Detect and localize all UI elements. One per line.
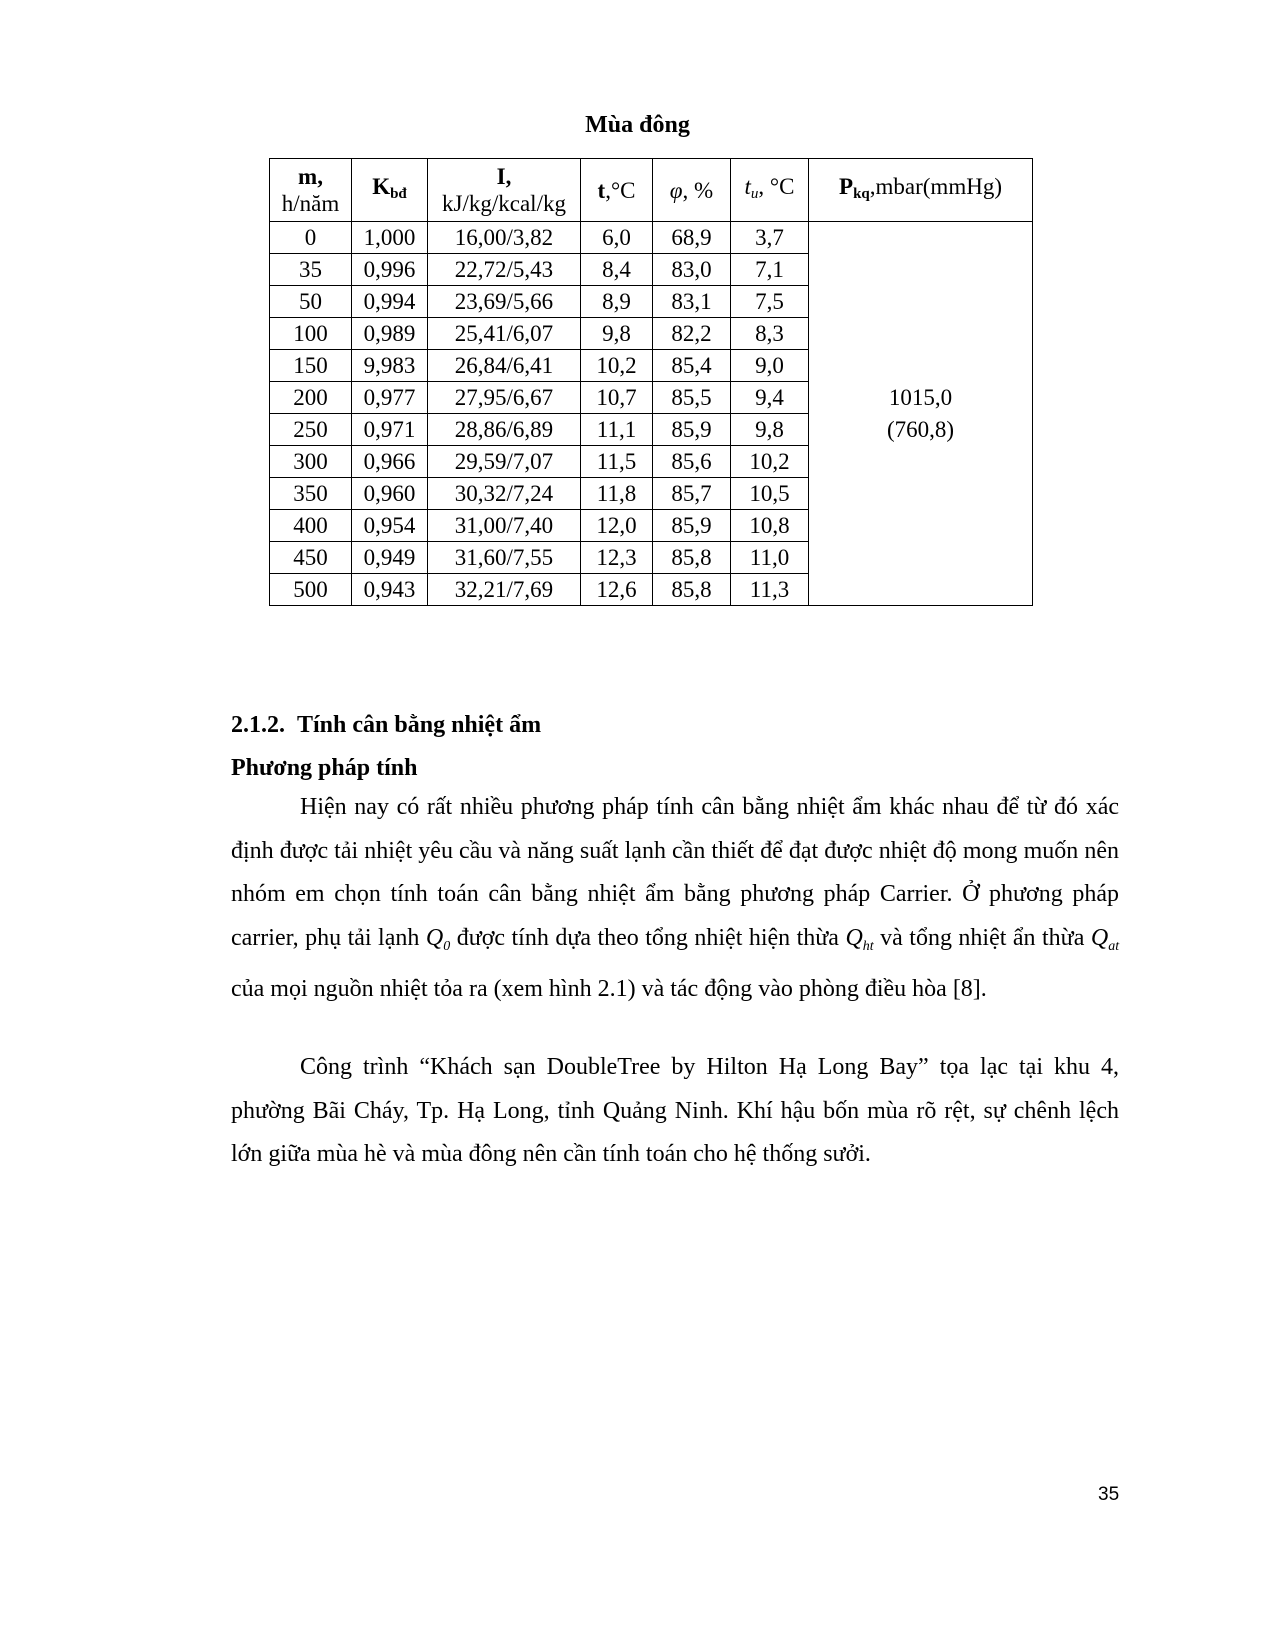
- paragraph-method: Hiện nay có rất nhiều phương pháp tính cân bằng nhiệt ẩm khác nhau để từ đó xác định được tải nhiệt yêu cầu và năng suất lạnh cần thiết để đạt được nhiệt độ mong muốn nên nhóm em chọn tính toán cân bằng nhiệt ẩm bằng phương pháp Carrier. Ở phương pháp carrier, phụ tải lạnh $Q_0$ được tính dựa theo tổng nhiệt hiện thừa $Q_{ht}$ và tổng nhiệt ẩn thừa $Q_{at}$ của mọi nguồn nhiệt tỏa ra (xem hình 2.1) và tác động vào phòng điều hòa [8].: [231, 794, 1120, 1002]
- header-t: t,°C: [581, 159, 653, 222]
- cell-k: 0,989: [352, 318, 428, 350]
- cell-t: 8,9: [581, 286, 653, 318]
- cell-m: 250: [270, 414, 352, 446]
- cell-k: 0,960: [352, 478, 428, 510]
- cell-m: 150: [270, 350, 352, 382]
- cell-k: 0,966: [352, 446, 428, 478]
- header-m: m, h/năm: [270, 159, 352, 222]
- cell-m: 300: [270, 446, 352, 478]
- cell-t: 11,5: [581, 446, 653, 478]
- cell-t: 11,8: [581, 478, 653, 510]
- cell-m: 50: [270, 286, 352, 318]
- cell-m: 500: [270, 574, 352, 606]
- cell-m: 0: [270, 222, 352, 254]
- cell-t: 12,3: [581, 542, 653, 574]
- cell-k: 0,949: [352, 542, 428, 574]
- cell-tu: 10,2: [731, 446, 809, 478]
- cell-phi: 85,9: [653, 414, 731, 446]
- winter-climate-table: [269, 158, 1033, 606]
- cell-phi: 85,8: [653, 574, 731, 606]
- section-number: 2.1.2.: [231, 712, 285, 738]
- table-row: [270, 222, 1033, 254]
- cell-i: 22,72/5,43: [428, 254, 581, 286]
- page-number: 35: [1098, 1484, 1120, 1505]
- cell-tu: 11,0: [731, 542, 809, 574]
- cell-k: 9,983: [352, 350, 428, 382]
- cell-i: 29,59/7,07: [428, 446, 581, 478]
- cell-t: 10,7: [581, 382, 653, 414]
- cell-t: 12,0: [581, 510, 653, 542]
- qat-symbol: $Q_{at}$: [1090, 924, 1120, 954]
- cell-phi: 85,6: [653, 446, 731, 478]
- cell-phi: 83,0: [653, 254, 731, 286]
- cell-k: 0,943: [352, 574, 428, 606]
- header-k: $K_{bđ}$: [352, 159, 428, 222]
- cell-k: 0,954: [352, 510, 428, 542]
- cell-tu: 9,0: [731, 350, 809, 382]
- table-caption: Mùa đông: [585, 112, 690, 138]
- section-heading: [231, 712, 541, 739]
- cell-m: 100: [270, 318, 352, 350]
- cell-phi: 85,8: [653, 542, 731, 574]
- pressure-mmhg: (760,8): [886, 416, 955, 442]
- subheading: Phương pháp tính: [231, 755, 418, 781]
- cell-tu: 7,5: [731, 286, 809, 318]
- cell-tu: 7,1: [731, 254, 809, 286]
- cell-tu: 9,4: [731, 382, 809, 414]
- cell-k: 0,971: [352, 414, 428, 446]
- cell-m: 350: [270, 478, 352, 510]
- table-header-row: [270, 159, 1033, 222]
- qht-symbol: $Q_{ht}$: [845, 924, 874, 954]
- cell-pressure: [809, 222, 1033, 606]
- cell-m: 400: [270, 510, 352, 542]
- paragraph-project: Công trình “Khách sạn DoubleTree by Hilton Hạ Long Bay” tọa lạc tại khu 4, phường Bãi Cháy, Tp. Hạ Long, tỉnh Quảng Ninh. Khí hậu bốn mùa rõ rệt, sự chênh lệch lớn giữa mùa hè và mùa đông nên cần tính toán cho hệ thống sưởi.: [231, 1054, 1119, 1167]
- cell-phi: 82,2: [653, 318, 731, 350]
- cell-m: 450: [270, 542, 352, 574]
- cell-i: 25,41/6,07: [428, 318, 581, 350]
- cell-t: 10,2: [581, 350, 653, 382]
- cell-phi: 85,7: [653, 478, 731, 510]
- cell-t: 12,6: [581, 574, 653, 606]
- cell-phi: 85,5: [653, 382, 731, 414]
- cell-phi: 83,1: [653, 286, 731, 318]
- cell-k: 0,977: [352, 382, 428, 414]
- cell-t: 9,8: [581, 318, 653, 350]
- cell-k: 0,996: [352, 254, 428, 286]
- cell-k: 1,000: [352, 222, 428, 254]
- cell-k: 0,994: [352, 286, 428, 318]
- cell-t: 8,4: [581, 254, 653, 286]
- cell-i: 32,21/7,69: [428, 574, 581, 606]
- section-title: Tính cân bằng nhiệt ẩm: [297, 712, 542, 738]
- cell-phi: 68,9: [653, 222, 731, 254]
- cell-i: 28,86/6,89: [428, 414, 581, 446]
- cell-phi: 85,4: [653, 350, 731, 382]
- cell-m: 35: [270, 254, 352, 286]
- header-p: $P_{kq},mbar(mmHg)$: [809, 159, 1033, 222]
- q0-symbol: $Q_0$: [425, 924, 451, 954]
- cell-i: 16,00/3,82: [428, 222, 581, 254]
- cell-i: 31,00/7,40: [428, 510, 581, 542]
- cell-t: 11,1: [581, 414, 653, 446]
- cell-tu: 8,3: [731, 318, 809, 350]
- header-phi: φ, %: [653, 159, 731, 222]
- header-i: I, kJ/kg/kcal/kg: [428, 159, 581, 222]
- cell-i: 23,69/5,66: [428, 286, 581, 318]
- cell-i: 31,60/7,55: [428, 542, 581, 574]
- cell-tu: 10,5: [731, 478, 809, 510]
- cell-tu: 9,8: [731, 414, 809, 446]
- table-body: [270, 222, 1033, 606]
- cell-i: 27,95/6,67: [428, 382, 581, 414]
- pressure-mbar: 1015,0: [888, 384, 953, 410]
- cell-i: 26,84/6,41: [428, 350, 581, 382]
- header-tu: $t_u$, °C: [731, 159, 809, 222]
- cell-m: 200: [270, 382, 352, 414]
- cell-tu: 10,8: [731, 510, 809, 542]
- cell-t: 6,0: [581, 222, 653, 254]
- cell-tu: 3,7: [731, 222, 809, 254]
- cell-phi: 85,9: [653, 510, 731, 542]
- cell-i: 30,32/7,24: [428, 478, 581, 510]
- cell-tu: 11,3: [731, 574, 809, 606]
